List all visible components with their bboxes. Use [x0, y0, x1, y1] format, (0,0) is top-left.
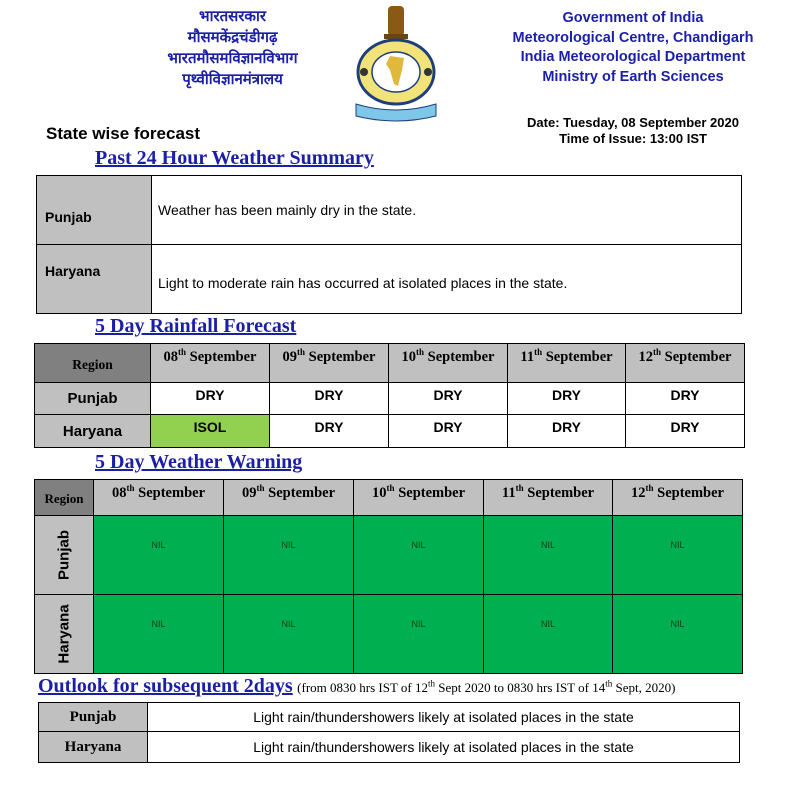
warning-cell: NIL — [354, 595, 484, 674]
summary-cell: Weather has been mainly dry in the state. — [152, 176, 742, 245]
day-header: 08th September — [151, 344, 270, 383]
region-cell: Punjab — [39, 703, 148, 732]
region-cell: Punjab — [35, 383, 151, 415]
state-wise-label: State wise forecast — [46, 124, 201, 143]
warning-cell: NIL — [224, 516, 354, 595]
forecast-cell: DRY — [151, 383, 270, 415]
outlook-title: Outlook for subsequent 2days — [38, 675, 293, 697]
warning-cell: NIL — [484, 516, 613, 595]
warning-cell: NIL — [484, 595, 613, 674]
header-line-government: Government of India — [562, 10, 704, 26]
warning-cell: NIL — [612, 516, 742, 595]
region-cell: Punjab — [35, 516, 94, 595]
table-row — [37, 176, 742, 245]
issue-info — [480, 115, 786, 147]
table-header-row — [35, 480, 743, 516]
day-header: 11th September — [484, 480, 613, 516]
hindi-line: पृथ्वीविज्ञानमंत्रालय — [182, 70, 283, 88]
hindi-line: मौसमकेंद्रचंडीगढ़ — [187, 28, 278, 46]
warning-cell: NIL — [612, 595, 742, 674]
forecast-cell: DRY — [625, 383, 744, 415]
forecast-cell: DRY — [270, 415, 389, 448]
table-row — [35, 383, 745, 415]
outlook-cell: Light rain/thundershowers likely at isolated places in the state — [148, 703, 740, 732]
region-header: Region — [35, 480, 94, 516]
table-row — [35, 516, 743, 595]
summary-cell: Light to moderate rain has occurred at isolated places in the state. — [152, 245, 742, 314]
day-header: 10th September — [354, 480, 484, 516]
day-header: 12th September — [625, 344, 744, 383]
day-header: 09th September — [270, 344, 389, 383]
english-header — [480, 9, 786, 87]
warning-table — [34, 479, 743, 674]
region-header: Region — [35, 344, 151, 383]
forecast-cell: DRY — [508, 383, 626, 415]
warning-cell: NIL — [94, 516, 224, 595]
past24-title: Past 24 Hour Weather Summary — [95, 147, 374, 169]
past24-table — [36, 175, 742, 314]
day-header: 10th September — [389, 344, 508, 383]
header-line-department: India Meteorological Department — [520, 49, 746, 65]
region-cell: Haryana — [37, 245, 152, 314]
forecast-cell: DRY — [625, 415, 744, 448]
day-header: 11th September — [508, 344, 626, 383]
region-cell: Haryana — [39, 732, 148, 763]
forecast-cell: DRY — [508, 415, 626, 448]
warning-title: 5 Day Weather Warning — [95, 451, 303, 473]
hindi-line: भारतमौसमविज्ञानविभाग — [167, 49, 298, 67]
outlook-table — [38, 702, 740, 763]
issue-time: Time of Issue: 13:00 IST — [559, 131, 707, 146]
header-line-ministry: Ministry of Earth Sciences — [542, 68, 724, 85]
outlook-cell: Light rain/thundershowers likely at isolated places in the state — [148, 732, 740, 763]
table-row — [37, 245, 742, 314]
hindi-header — [100, 6, 365, 90]
day-header: 08th September — [94, 480, 224, 516]
day-header: 12th September — [612, 480, 742, 516]
rainfall-title: 5 Day Rainfall Forecast — [95, 315, 297, 337]
region-cell: Haryana — [35, 595, 94, 674]
rainfall-table — [34, 343, 745, 448]
table-row — [39, 732, 740, 763]
outlook-heading — [38, 675, 675, 698]
imd-emblem-icon — [350, 4, 442, 122]
table-row — [39, 703, 740, 732]
header-line-centre: Meteorological Centre, Chandigarh — [512, 29, 754, 46]
forecast-cell: DRY — [270, 383, 389, 415]
table-header-row — [35, 344, 745, 383]
hindi-line: भारतसरकार — [199, 7, 266, 25]
region-cell: Punjab — [37, 176, 152, 245]
table-row — [35, 415, 745, 448]
forecast-cell-isol: ISOL — [151, 415, 270, 448]
outlook-range: (from 0830 hrs IST of 12th Sept 2020 to 0830 hrs IST of 14th Sept, 2020) — [297, 678, 676, 695]
day-header: 09th September — [224, 480, 354, 516]
warning-cell: NIL — [354, 516, 484, 595]
warning-cell: NIL — [94, 595, 224, 674]
warning-cell: NIL — [224, 595, 354, 674]
forecast-cell: DRY — [389, 415, 508, 448]
issue-date: Date: Tuesday, 08 September 2020 — [527, 115, 739, 130]
table-row — [35, 595, 743, 674]
forecast-cell: DRY — [389, 383, 508, 415]
region-cell: Haryana — [35, 415, 151, 448]
